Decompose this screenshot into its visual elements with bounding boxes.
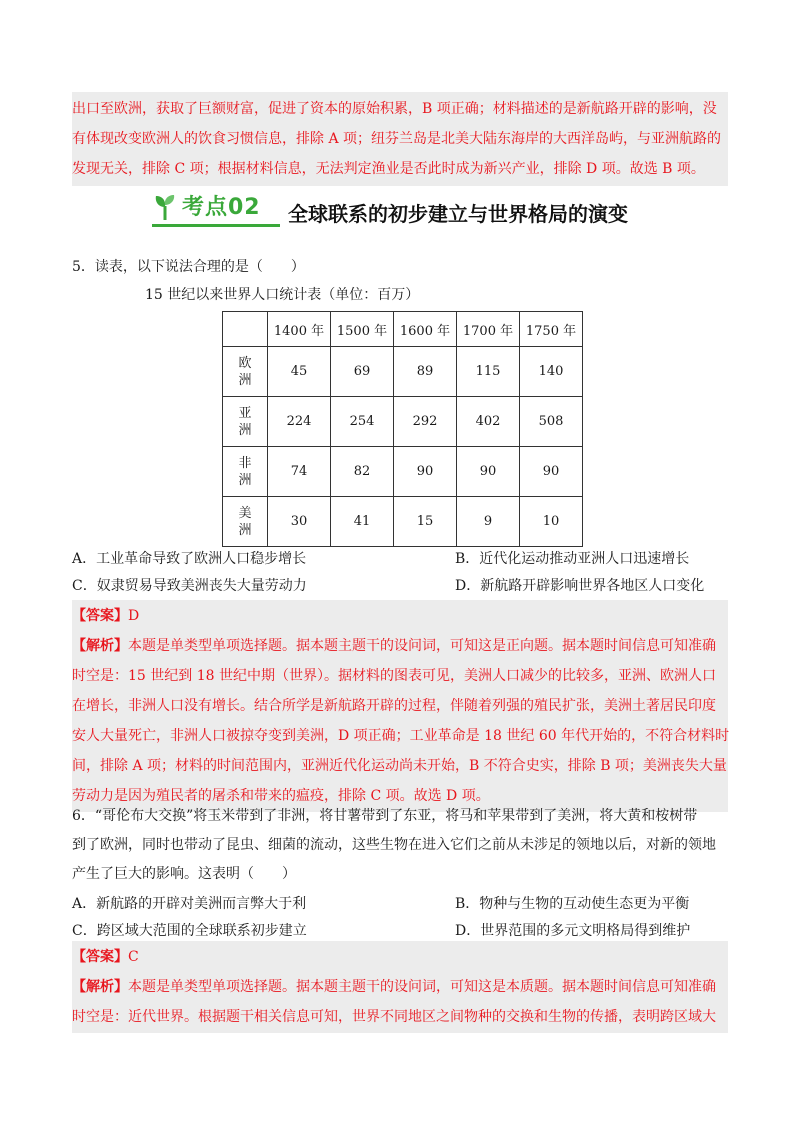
section-heading — [152, 188, 672, 234]
value-cell: 292 — [394, 397, 457, 447]
value-cell: 90 — [520, 447, 583, 497]
question-5-stem — [72, 253, 728, 282]
option-b: B．近代化运动推动亚洲人口迅速增长 — [455, 551, 690, 567]
value-cell: 41 — [331, 497, 394, 547]
section-title: 全球联系的初步建立与世界格局的演变 — [288, 202, 628, 226]
option-b: B．物种与生物的互动使生态更为平衡 — [455, 896, 690, 912]
value-cell: 90 — [394, 447, 457, 497]
question-6-stem — [72, 802, 728, 889]
analysis-tag: 【解析】 — [72, 638, 128, 654]
answer-tag: 【答案】 — [72, 608, 128, 624]
analysis-line: 间，排除 A 项；材料的时间范围内，亚洲近代化运动尚未开始，B 不符合史实，排除 B 项；美洲丧失大量 — [72, 758, 727, 774]
table-column-header: 1400 年 — [268, 312, 331, 347]
region-cell: 非 洲 — [223, 447, 268, 497]
option-a: A．新航路的开辟对美洲而言弊大于利 — [72, 896, 307, 912]
value-cell: 508 — [520, 397, 583, 447]
analysis-line: 安人大量死亡，非洲人口被掠夺变到美洲，D 项正确；工业革命是 18 世纪 60 年代开始的，不符合材料时 — [72, 728, 730, 744]
question-stem-line: 6．“哥伦布大交换”将玉米带到了非洲，将甘薯带到了东亚，将马和苹果带到了美洲，将大黄和桉树带 — [72, 808, 698, 824]
value-cell: 140 — [520, 347, 583, 397]
value-cell: 69 — [331, 347, 394, 397]
table-column-header: 1750 年 — [520, 312, 583, 347]
value-cell: 402 — [457, 397, 520, 447]
value-cell: 9 — [457, 497, 520, 547]
table-column-header: 1500 年 — [331, 312, 394, 347]
table-row — [223, 397, 583, 447]
prev-analysis-block — [72, 92, 728, 186]
question-stem: 5．读表，以下说法合理的是（ ） — [72, 259, 305, 275]
region-cell: 美 洲 — [223, 497, 268, 547]
table-corner-cell — [223, 312, 268, 347]
value-cell: 15 — [394, 497, 457, 547]
section-badge-label: 考点02 — [182, 195, 261, 220]
value-cell: 45 — [268, 347, 331, 397]
value-cell: 224 — [268, 397, 331, 447]
answer-tag: 【答案】 — [72, 949, 128, 965]
value-cell: 74 — [268, 447, 331, 497]
table-caption: 15 世纪以来世界人口统计表（单位：百万） — [145, 287, 420, 303]
table-column-header: 1600 年 — [394, 312, 457, 347]
answer-value: D — [128, 608, 140, 624]
question-6-answer-block — [72, 941, 728, 1033]
section-badge — [152, 192, 282, 226]
table-column-header: 1700 年 — [457, 312, 520, 347]
option-d: D．世界范围的多元文明格局得到维护 — [455, 923, 691, 939]
option-a: A．工业革命导致了欧洲人口稳步增长 — [72, 551, 307, 567]
region-cell: 亚 洲 — [223, 397, 268, 447]
table-row — [223, 347, 583, 397]
option-c: C．奴隶贸易导致美洲丧失大量劳动力 — [72, 578, 307, 594]
analysis-line: 劳动力是因为殖民者的屠杀和带来的瘟疫，排除 C 项。故选 D 项。 — [72, 788, 490, 804]
analysis-line: 在增长，非洲人口没有增长。结合所学是新航路开辟的过程，伴随着列强的殖民扩张，美洲土著居民印度 — [72, 698, 716, 714]
table-header-row — [223, 312, 583, 347]
analysis-line: 【解析】本题是单类型单项选择题。据本题主题干的设问词，可知这是正向题。据本题时间信息可知准确 — [72, 638, 716, 654]
region-cell: 欧 洲 — [223, 347, 268, 397]
value-cell: 90 — [457, 447, 520, 497]
analysis-line: 有体现改变欧洲人的饮食习惯信息，排除 A 项；纽芬兰岛是北美大陆东海岸的大西洋岛屿，与亚洲航路的 — [72, 131, 722, 147]
question-5-answer-block — [72, 600, 728, 812]
question-stem-line: 产生了巨大的影响。这表明（ ） — [72, 866, 296, 882]
value-cell: 115 — [457, 347, 520, 397]
badge-underline — [152, 224, 280, 227]
population-table — [222, 311, 583, 547]
option-c: C．跨区域大范围的全球联系初步建立 — [72, 923, 307, 939]
analysis-tag: 【解析】 — [72, 979, 128, 995]
analysis-line: 发现无关，排除 C 项；根据材料信息，无法判定渔业是否此时成为新兴产业，排除 D 项。故选 B 项。 — [72, 161, 705, 177]
value-cell: 82 — [331, 447, 394, 497]
analysis-line: 出口至欧洲，获取了巨额财富，促进了资本的原始积累，B 项正确；材料描述的是新航路开辟的影响，没 — [72, 101, 717, 117]
option-d: D．新航路开辟影响世界各地区人口变化 — [455, 578, 705, 594]
analysis-line: 时空是：近代世界。根据题干相关信息可知，世界不同地区之间物种的交换和生物的传播，表明跨区域大 — [72, 1009, 716, 1025]
analysis-line: 时空是：15 世纪到 18 世纪中期（世界）。据材料的图表可见，美洲人口减少的比较多，亚洲、欧洲人口 — [72, 668, 716, 684]
answer-line — [72, 601, 728, 631]
value-cell: 10 — [520, 497, 583, 547]
table-row — [223, 447, 583, 497]
value-cell: 254 — [331, 397, 394, 447]
answer-value: C — [128, 949, 139, 965]
value-cell: 89 — [394, 347, 457, 397]
value-cell: 30 — [268, 497, 331, 547]
answer-line — [72, 942, 728, 972]
question-stem-line: 到了欧洲，同时也带动了昆虫、细菌的流动，这些生物在进入它们之前从未涉足的领地以后，对新的领地 — [72, 837, 716, 853]
table-row — [223, 497, 583, 547]
analysis-line: 【解析】本题是单类型单项选择题。据本题主题干的设问词，可知这是本质题。据本题时间信息可知准确 — [72, 979, 716, 995]
sprout-icon — [154, 194, 176, 220]
